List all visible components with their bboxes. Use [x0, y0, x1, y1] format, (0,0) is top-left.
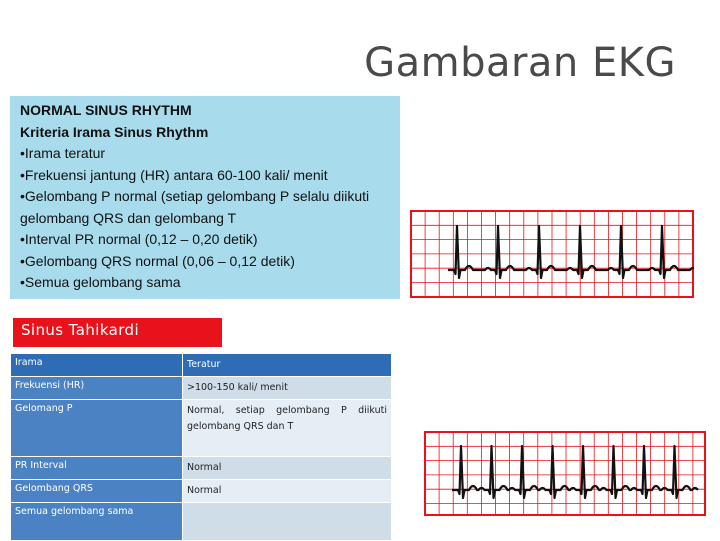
criteria-item: gelombang QRS dan gelombang T [20, 209, 237, 226]
ecg-normal-trace [410, 210, 694, 298]
criteria-item: •Gelombang P normal (setiap gelombang P selalu diikuti [20, 188, 370, 204]
criteria-value: >100-150 kali/ menit [183, 377, 392, 400]
criteria-value: Teratur [183, 354, 392, 377]
normal-sinus-panel [10, 96, 400, 299]
table-row [11, 354, 392, 377]
normal-sinus-heading: NORMAL SINUS RHYTHM [20, 102, 192, 118]
table-row [11, 400, 392, 457]
criteria-key: Semua gelombang sama [11, 503, 183, 541]
criteria-value: Normal [183, 480, 392, 503]
criteria-key: Frekuensi (HR) [11, 377, 183, 400]
criteria-item: •Irama teratur [20, 145, 106, 161]
table-row [11, 480, 392, 503]
ecg-normal-strip [410, 210, 694, 298]
normal-sinus-subheading: Kriteria Irama Sinus Rhythm [20, 123, 209, 140]
criteria-item: •Semua gelombang sama [20, 274, 181, 290]
table-row [11, 457, 392, 480]
criteria-key: Gelomang P [11, 400, 183, 457]
criteria-key: PR Interval [11, 457, 183, 480]
criteria-key: Gelombang QRS [11, 480, 183, 503]
sinus-tachycardia-label: Sinus Tahikardi [13, 318, 222, 347]
criteria-item: •Gelombang QRS normal (0,06 – 0,12 detik) [20, 252, 295, 269]
table-row [11, 503, 392, 541]
criteria-value: Normal [183, 457, 392, 480]
criteria-value [183, 503, 392, 541]
criteria-value: Normal, setiap gelombang P diikuti gelombang QRS dan T [183, 400, 392, 457]
criteria-item: •Frekuensi jantung (HR) antara 60-100 kali/ menit [20, 166, 328, 183]
ecg-tachycardia-strip [424, 431, 706, 516]
slide-title: Gambaran EKG [364, 40, 676, 86]
table-row [11, 377, 392, 400]
criteria-item: •Interval PR normal (0,12 – 0,20 detik) [20, 231, 258, 247]
criteria-key: Irama [11, 354, 183, 377]
tachycardia-criteria-table [10, 353, 392, 541]
ecg-tachycardia-trace [424, 431, 706, 516]
